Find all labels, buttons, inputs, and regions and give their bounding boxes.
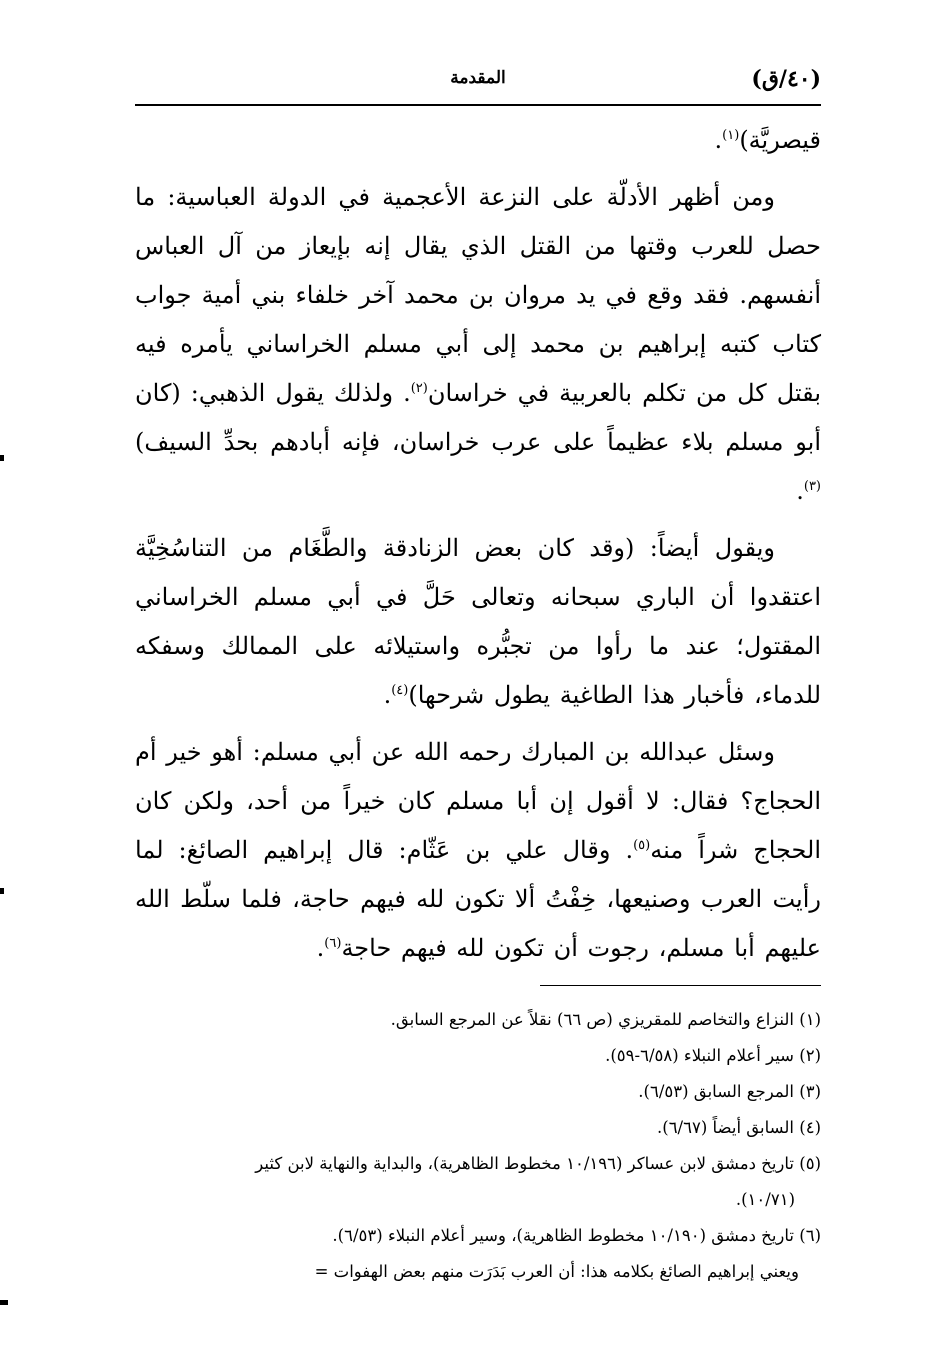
paragraph-1-text: قيصريَّة)	[739, 126, 821, 154]
footnote-ref-5: (٥)	[633, 838, 651, 853]
scan-edge-mark	[0, 455, 4, 461]
paragraph-4-text-b: . وقال علي بن عَثّام: قال إبراهيم الصائغ: لما رأيت العرب وصنيعها، خِفْتُ ألا تكون لله فيهم حاجة، فلما سلّط الله عليهم أبا مسلم، رجوت أن تكون لله فيهم حاجة	[135, 836, 821, 962]
running-title: المقدمة	[450, 68, 506, 88]
footnote-ref-4: (٤)	[391, 683, 409, 698]
main-text	[135, 116, 821, 981]
footnote-4: (٤) السابق أيضاً (٦/٦٧).	[657, 1118, 821, 1137]
footnote-ref-1: (١)	[722, 128, 740, 143]
footnote-6: (٦) تاريخ دمشق (١٠/١٩٠ مخطوط الظاهرية)، وسير أعلام النبلاء (٦/٥٣).	[332, 1226, 821, 1245]
footnote-separator	[540, 985, 821, 986]
footnote-ref-6: (٦)	[324, 936, 342, 951]
footnote-1: (١) النزاع والتخاصم للمقريزي (ص ٦٦) نقلاً عن المرجع السابق.	[390, 1010, 821, 1029]
paragraph-2-end: .	[796, 477, 804, 505]
footnote-5: (٥) تاريخ دمشق لابن عساكر (١٠/١٩٦ مخطوط الظاهرية)، والبداية والنهاية لابن كثير	[255, 1154, 821, 1173]
paragraph-1	[135, 116, 821, 165]
footnote-5-continuation: (١٠/٧١).	[735, 1190, 795, 1209]
scan-edge-mark	[0, 1300, 8, 1305]
paragraph-1-end: .	[714, 126, 723, 154]
paragraph-3-text: ويقول أيضاً: (وقد كان بعض الزنادقة والطَّغَام من التناسُخِيَّة اعتقدوا أن الباري سبحانه وتعالى حَلَّ في أبي مسلم الخراساني المقتول؛ عند ما رأوا من تجبُّره واستيلائه على الممالك وسفكه للدماء، فأخبار هذا الطاغية يطول شرحها)	[135, 534, 822, 709]
page-header	[135, 62, 821, 102]
paragraph-2-text-a: ومن أظهر الأدلّة على النزعة الأعجمية في الدولة العباسية: ما حصل للعرب وقتها من القتل الذي يقال إنه بإيعاز من آل العباس أنفسهم. فقد وقع في يد مروان بن محمد آخر خلفاء بني أمية جواب كتاب كتبه إبراهيم بن محمد إلى أبي مسلم الخراساني يأمره فيه بقتل كل من تكلم بالعربية في خراسان	[135, 183, 821, 407]
footnote-3: (٣) المرجع السابق (٦/٥٣).	[638, 1082, 821, 1101]
paragraph-2	[135, 173, 821, 516]
footnote-6-note: ويعني إبراهيم الصائغ بكلامه هذا: أن العرب بَدَرَت منهم بعض الهفوات =	[314, 1262, 799, 1281]
page-number: (٤٠/ق)	[751, 66, 821, 92]
paragraph-2-text-b: . ولذلك يقول الذهبي: (كان أبو مسلم بلاء عظيماً على عرب خراسان، فإنه أبادهم بحدِّ السيف)	[135, 379, 821, 456]
footnote-2: (٢) سير أعلام النبلاء (٦/٥٨-٥٩).	[605, 1046, 821, 1065]
paragraph-4-end: .	[316, 934, 325, 962]
paragraph-3	[135, 524, 821, 720]
scan-edge-mark	[0, 888, 4, 894]
footnote-ref-3: (٣)	[803, 479, 821, 494]
paragraph-4	[135, 728, 821, 973]
paragraph-4-text-a: وسئل عبدالله بن المبارك رحمه الله عن أبي مسلم: أهو خير أم الحجاج؟ فقال: لا أقول إن أبا مسلم كان خيراً من أحد، ولكن كان الحجاج شراً منه	[135, 738, 821, 864]
paragraph-3-end: .	[383, 681, 392, 709]
footnote-ref-2: (٢)	[410, 381, 428, 396]
header-rule	[135, 104, 821, 106]
footnotes	[135, 1002, 821, 1290]
